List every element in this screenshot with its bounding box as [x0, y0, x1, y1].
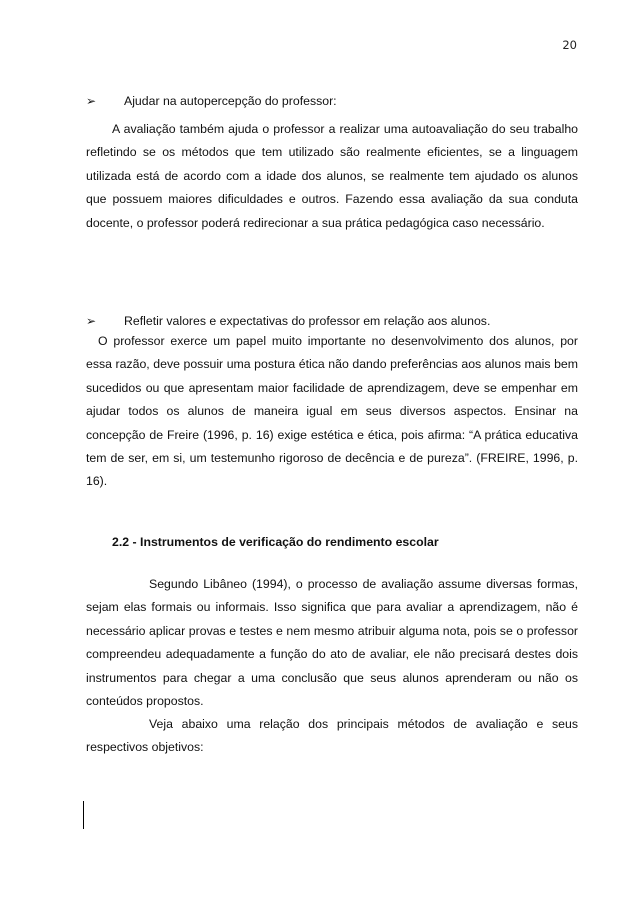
paragraph-libaneo: Segundo Libâneo (1994), o processo de avaliação assume diversas formas, sejam elas formais ou informais. Isso significa que para avaliar a aprendizagem, não é necessário aplicar provas e testes e nem mesmo atribuir alguma nota, pois se o professor compreendeu adequadamente a função do ato de avaliar, ele não precisará destes dois instrumentos para chegar a uma conclusão que seus alunos aprenderam ou não os conteúdos propostos.	[86, 577, 578, 709]
margin-line	[83, 801, 84, 829]
paragraph-teacher-role: O professor exerce um papel muito importante no desenvolvimento dos alunos, por essa razão, deve possuir uma postura ética não dando preferências aos alunos mais bem sucedidos ou que apresentam maior facilidade de aprendizagem, deve se empenhar em ajudar todos os alunos de maneira igual em seus diversos aspectos. Ensinar na concepção de Freire (1996, p. 16) exige estética e ética, pois afirma: “A prática educativa tem de ser, em si, um testemunho rigoroso de decência e de pureza”. (FREIRE, 1996, p. 16).	[86, 334, 578, 489]
bullet-arrow-icon: ➢	[86, 94, 97, 108]
paragraph-self-evaluation: A avaliação também ajuda o professor a realizar uma autoavaliação do seu trabalho refletindo se os métodos que tem utilizado são realmente eficientes, se a linguagem utilizada está de acordo com a idade dos alunos, se realmente tem ajudado os alunos que possuem maiores dificuldades e outros. Fazendo essa avaliação da sua conduta docente, o professor poderá redirecionar a sua prática pedagógica caso necessário.	[86, 122, 578, 230]
paragraph-methods-intro: Veja abaixo uma relação dos principais métodos de avaliação e seus respectivos objetivos:	[86, 717, 578, 755]
section-heading: 2.2 - Instrumentos de verificação do rendimento escolar	[112, 535, 439, 549]
bullet-item-values-expectations: Refletir valores e expectativas do professor em relação aos alunos.	[124, 314, 491, 328]
page-number: 20	[562, 38, 577, 52]
bullet-arrow-icon: ➢	[86, 314, 97, 328]
bullet-item-self-perception: Ajudar na autopercepção do professor:	[124, 94, 337, 108]
